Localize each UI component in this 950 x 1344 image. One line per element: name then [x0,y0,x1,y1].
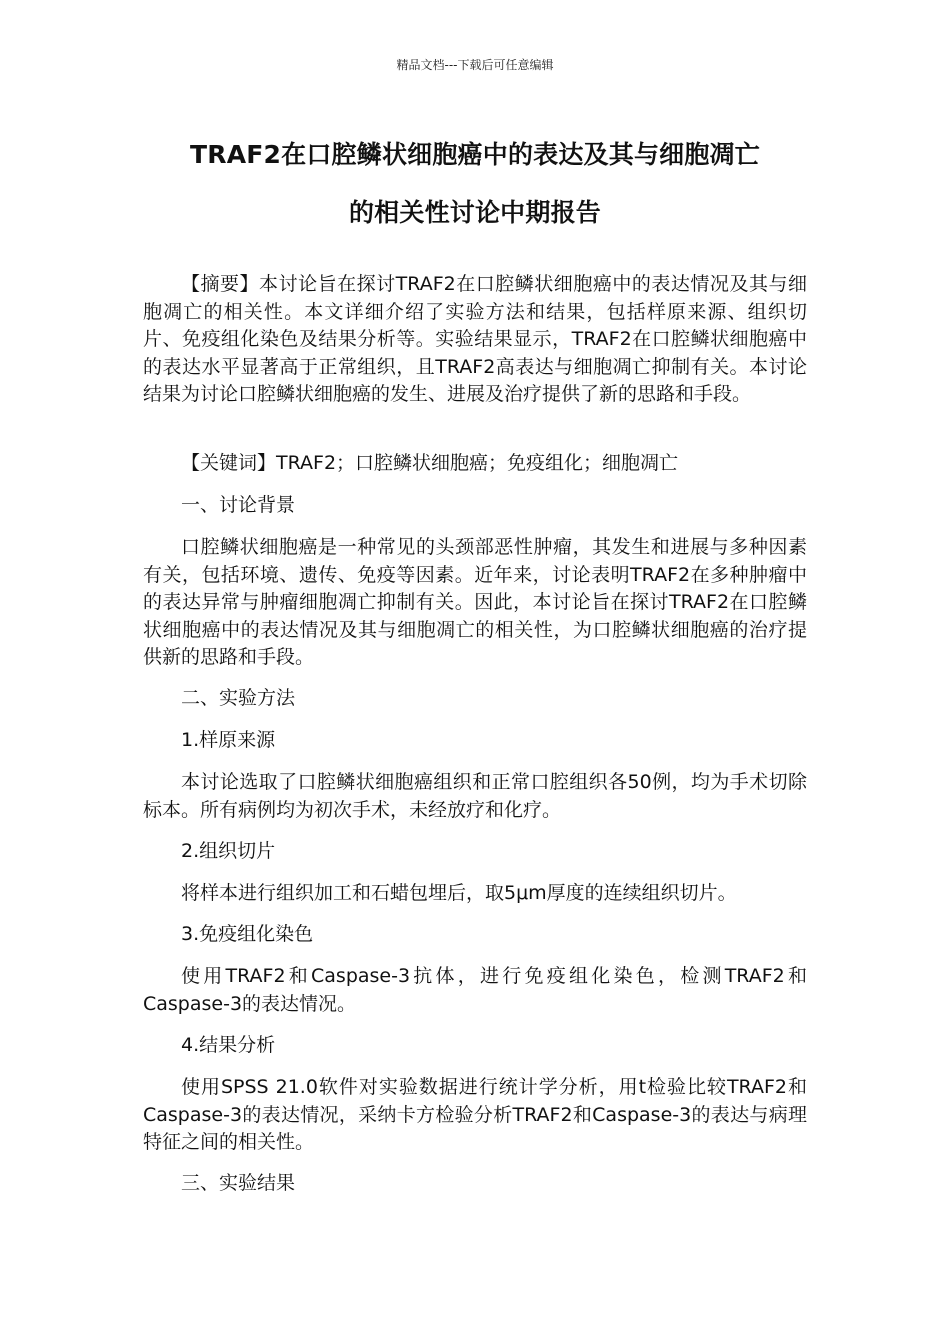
section-heading-methods: 二、实验方法 [181,687,296,709]
document-title-line-2: 的相关性讨论中期报告 [348,198,601,227]
subheading-tissue-section: 2.组织切片 [181,840,276,862]
background-paragraph: 口腔鳞状细胞癌是一种常见的头颈部恶性肿瘤，其发生和进展与多种因素有关，包括环境、遗传、免疫等因素。近年来，讨论表明TRAF2在多种肿瘤中的表达异常与肿瘤细胞凋亡抑制有关。因此，本讨论旨在探讨TRAF2在口腔鳞状细胞癌中的表达情况及其与细胞凋亡的相关性，为口腔鳞状细胞癌的治疗提供新的思路和手段。 [143,536,807,668]
ihc-staining-paragraph: 使用TRAF2和Caspase-3抗体，进行免疫组化染色，检测TRAF2和Caspase-3的表达情况。 [143,965,807,1015]
tissue-section-paragraph: 将样本进行组织加工和石蜡包埋后，取5μm厚度的连续组织切片。 [181,882,737,904]
result-analysis-paragraph: 使用SPSS 21.0软件对实验数据进行统计学分析，用t检验比较TRAF2和Caspase-3的表达情况，采纳卡方检验分析TRAF2和Caspase-3的表达与病理特征之间的相关性。 [143,1076,807,1153]
section-heading-background: 一、讨论背景 [181,494,296,516]
sample-source-paragraph: 本讨论选取了口腔鳞状细胞癌组织和正常口腔组织各50例，均为手术切除标本。所有病例均为初次手术，未经放疗和化疗。 [143,771,807,821]
page-header: 精品文档---下载后可任意编辑 [396,58,554,72]
subheading-sample-source: 1.样原来源 [181,729,276,751]
document-title-line-1: TRAF2在口腔鳞状细胞癌中的表达及其与细胞凋亡 [190,140,760,169]
section-heading-results: 三、实验结果 [181,1172,296,1194]
abstract-paragraph: 【摘要】本讨论旨在探讨TRAF2在口腔鳞状细胞癌中的表达情况及其与细胞凋亡的相关性。本文详细介绍了实验方法和结果，包括样原来源、组织切片、免疫组化染色及结果分析等。实验结果显示，TRAF2在口腔鳞状细胞癌中的表达水平显著高于正常组织，且TRAF2高表达与细胞凋亡抑制有关。本讨论结果为讨论口腔鳞状细胞癌的发生、进展及治疗提供了新的思路和手段。 [143,273,807,405]
keywords-paragraph: 【关键词】TRAF2；口腔鳞状细胞癌；免疫组化；细胞凋亡 [181,452,679,474]
subheading-ihc-staining: 3.免疫组化染色 [181,923,314,945]
subheading-result-analysis: 4.结果分析 [181,1034,276,1056]
